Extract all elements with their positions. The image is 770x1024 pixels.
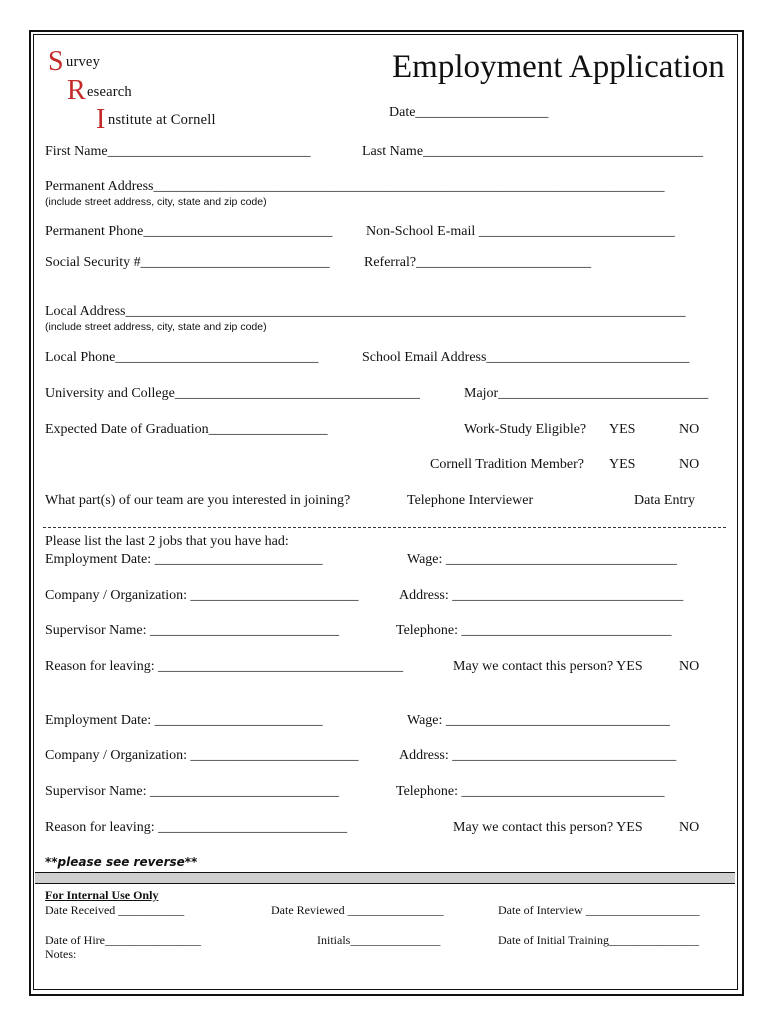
job1-employment-date-field[interactable]: Employment Date: ________________________ [45, 552, 323, 567]
job1-address-field[interactable]: Address: _________________________________ [399, 588, 684, 603]
permanent-phone-field[interactable]: Permanent Phone___________________________ [45, 224, 333, 239]
graduation-date-field[interactable]: Expected Date of Graduation_________________ [45, 422, 328, 437]
job2-contact-yes-option[interactable]: May we contact this person? YES [453, 820, 643, 835]
job2-address-field[interactable]: Address: ________________________________ [399, 748, 677, 763]
logo-letter-i: I [96, 104, 106, 135]
job2-telephone-field[interactable]: Telephone: _____________________________ [396, 784, 665, 799]
jobs-intro: Please list the last 2 jobs that you have had: [45, 534, 289, 549]
job2-contact-no-option[interactable]: NO [679, 820, 700, 835]
team-option-telephone-interviewer[interactable]: Telephone Interviewer [407, 493, 534, 508]
job2-reason-field[interactable]: Reason for leaving: ___________________________ [45, 820, 348, 835]
date-reviewed-field[interactable]: Date Reviewed ________________ [271, 903, 444, 917]
university-field[interactable]: University and College___________________________________ [45, 386, 420, 401]
page-title: Employment Application [392, 49, 725, 85]
internal-section-bar [35, 872, 735, 884]
work-study-yes-option[interactable]: YES [609, 422, 636, 437]
reverse-note: **please see reverse** [45, 855, 198, 869]
date-of-interview-field[interactable]: Date of Interview ___________________ [498, 903, 700, 917]
school-email-field[interactable]: School Email Address_____________________________ [362, 350, 690, 365]
tradition-yes-option[interactable]: YES [609, 457, 636, 472]
date-of-hire-field[interactable]: Date of Hire________________ [45, 933, 201, 947]
date-received-field[interactable]: Date Received ___________ [45, 903, 185, 917]
date-field[interactable]: Date___________________ [389, 105, 549, 120]
tradition-no-option[interactable]: NO [679, 457, 700, 472]
page-border-inner [33, 34, 738, 990]
local-address-hint: (include street address, city, state and zip code) [45, 321, 267, 333]
job1-contact-no-option[interactable]: NO [679, 659, 700, 674]
job1-reason-field[interactable]: Reason for leaving: ___________________________________ [45, 659, 404, 674]
job1-wage-field[interactable]: Wage: _________________________________ [407, 552, 677, 567]
notes-label: Notes: [45, 947, 77, 961]
job2-employment-date-field[interactable]: Employment Date: ________________________ [45, 713, 323, 728]
section-divider [43, 527, 726, 528]
tradition-label: Cornell Tradition Member? [430, 457, 584, 472]
logo-letter-s: S [48, 46, 64, 77]
ssn-field[interactable]: Social Security #___________________________ [45, 255, 330, 270]
permanent-address-hint: (include street address, city, state and zip code) [45, 196, 267, 208]
logo-word-institute: nstitute at Cornell [108, 112, 216, 128]
date-of-initial-training-field[interactable]: Date of Initial Training_______________ [498, 933, 699, 947]
job2-company-field[interactable]: Company / Organization: ________________________ [45, 748, 359, 763]
first-name-field[interactable]: First Name_____________________________ [45, 144, 311, 159]
logo-word-research: esearch [87, 84, 132, 100]
job2-wage-field[interactable]: Wage: ________________________________ [407, 713, 670, 728]
job1-telephone-field[interactable]: Telephone: ______________________________ [396, 623, 672, 638]
non-school-email-field[interactable]: Non-School E-mail ____________________________ [366, 224, 675, 239]
job1-supervisor-field[interactable]: Supervisor Name: ___________________________ [45, 623, 339, 638]
major-field[interactable]: Major______________________________ [464, 386, 709, 401]
initials-field[interactable]: Initials_______________ [317, 933, 441, 947]
local-address-field[interactable]: Local Address________________________________________________________________________________ [45, 304, 686, 319]
team-question: What part(s) of our team are you interested in joining? [45, 493, 351, 508]
local-phone-field[interactable]: Local Phone_____________________________ [45, 350, 319, 365]
job1-contact-yes-option[interactable]: May we contact this person? YES [453, 659, 643, 674]
work-study-label: Work-Study Eligible? [464, 422, 587, 437]
logo-letter-r: R [67, 75, 86, 106]
logo-word-survey: urvey [66, 54, 101, 70]
last-name-field[interactable]: Last Name________________________________________ [362, 144, 704, 159]
referral-field[interactable]: Referral?_________________________ [364, 255, 592, 270]
work-study-no-option[interactable]: NO [679, 422, 700, 437]
permanent-address-field[interactable]: Permanent Address_________________________________________________________________________ [45, 179, 665, 194]
job1-company-field[interactable]: Company / Organization: ________________________ [45, 588, 359, 603]
job2-supervisor-field[interactable]: Supervisor Name: ___________________________ [45, 784, 339, 799]
internal-use-title: For Internal Use Only [45, 888, 159, 902]
team-option-data-entry[interactable]: Data Entry [634, 493, 696, 508]
